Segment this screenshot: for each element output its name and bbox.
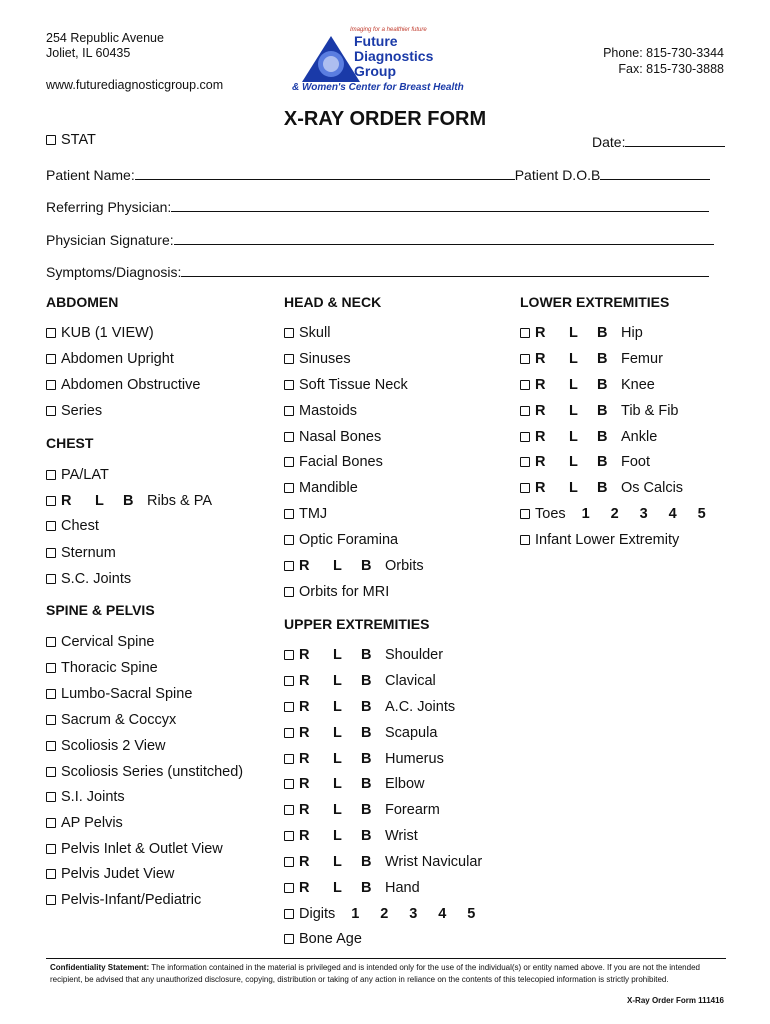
phone-number: Phone: 815-730-3344 xyxy=(603,46,724,60)
exam-label: Thoracic Spine xyxy=(61,660,158,676)
side-right[interactable]: R xyxy=(299,854,310,870)
referring-physician-input-line[interactable] xyxy=(171,198,709,212)
exam-label: Pelvis Inlet & Outlet View xyxy=(61,841,223,857)
checkbox-icon[interactable] xyxy=(520,354,530,364)
exam-label: Mandible xyxy=(299,480,358,496)
side-right[interactable]: R xyxy=(61,493,72,509)
checkbox-icon[interactable] xyxy=(46,741,56,751)
checkbox-icon[interactable] xyxy=(284,406,294,416)
exam-label: Sternum xyxy=(61,545,116,561)
exam-label: Hip xyxy=(621,325,643,341)
side-both[interactable]: B xyxy=(597,480,608,496)
checkbox-icon[interactable] xyxy=(46,895,56,905)
date-label: Date: xyxy=(592,134,626,150)
exam-option-sided[interactable] xyxy=(284,828,418,844)
exam-option-digits[interactable] xyxy=(284,906,496,922)
form-number: X-Ray Order Form 111416 xyxy=(627,996,724,1005)
side-left[interactable]: L xyxy=(333,751,342,767)
checkbox-icon[interactable] xyxy=(284,509,294,519)
side-left[interactable]: L xyxy=(569,351,578,367)
exam-option-sided[interactable] xyxy=(284,854,482,870)
checkbox-icon[interactable] xyxy=(520,535,530,545)
symptoms-input-line[interactable] xyxy=(181,263,709,277)
exam-option-sided[interactable] xyxy=(284,776,425,792)
checkbox-icon[interactable] xyxy=(284,909,294,919)
side-both[interactable]: B xyxy=(361,802,372,818)
side-right[interactable]: R xyxy=(299,647,310,663)
fax-number: Fax: 815-730-3888 xyxy=(618,62,724,76)
exam-option[interactable] xyxy=(46,571,131,587)
referring-physician-field[interactable] xyxy=(46,198,709,215)
side-left[interactable]: L xyxy=(95,493,104,509)
toe-number[interactable]: 4 xyxy=(668,506,677,522)
checkbox-icon[interactable] xyxy=(46,574,56,584)
exam-label: Ankle xyxy=(621,429,658,445)
exam-option[interactable] xyxy=(46,518,99,534)
date-field[interactable] xyxy=(592,133,725,150)
side-both[interactable]: B xyxy=(597,351,608,367)
side-both[interactable]: B xyxy=(597,429,608,445)
side-both[interactable]: B xyxy=(597,325,608,341)
checkbox-icon[interactable] xyxy=(284,857,294,867)
exam-label: Abdomen Upright xyxy=(61,351,174,367)
exam-label: PA/LAT xyxy=(61,467,109,483)
website-link[interactable]: www.futurediagnosticgroup.com xyxy=(46,78,224,92)
exam-option-sided[interactable] xyxy=(520,429,657,445)
logo-name-line1: Future xyxy=(354,33,398,49)
checkbox-icon[interactable] xyxy=(46,354,56,364)
checkbox-icon[interactable] xyxy=(284,883,294,893)
exam-option-sided[interactable] xyxy=(520,325,643,341)
exam-option[interactable] xyxy=(46,351,174,367)
exam-option[interactable] xyxy=(46,789,125,805)
checkbox-icon[interactable] xyxy=(284,483,294,493)
physician-signature-field[interactable] xyxy=(46,231,714,248)
exam-label: Sacrum & Coccyx xyxy=(61,712,177,728)
exam-label: Facial Bones xyxy=(299,454,383,470)
side-both[interactable]: B xyxy=(597,377,608,393)
checkbox-icon[interactable] xyxy=(284,354,294,364)
checkbox-icon[interactable] xyxy=(520,406,530,416)
exam-label: Hand xyxy=(385,880,420,896)
exam-option[interactable] xyxy=(46,467,109,483)
side-both[interactable]: B xyxy=(361,725,372,741)
exam-option[interactable] xyxy=(284,584,389,600)
exam-label: Forearm xyxy=(385,802,440,818)
exam-option[interactable] xyxy=(46,377,200,393)
exam-option-sided[interactable] xyxy=(520,351,663,367)
exam-option-sided[interactable] xyxy=(284,725,437,741)
checkbox-icon[interactable] xyxy=(46,521,56,531)
side-left[interactable]: L xyxy=(333,802,342,818)
side-right[interactable]: R xyxy=(535,325,546,341)
exam-option[interactable] xyxy=(284,506,327,522)
side-right[interactable]: R xyxy=(299,558,310,574)
exam-option[interactable] xyxy=(46,325,154,341)
exam-label: Soft Tissue Neck xyxy=(299,377,408,393)
checkbox-icon[interactable] xyxy=(46,818,56,828)
exam-option[interactable] xyxy=(46,866,174,882)
referring-physician-label: Referring Physician: xyxy=(46,199,172,215)
side-both[interactable]: B xyxy=(361,776,372,792)
side-left[interactable]: L xyxy=(569,325,578,341)
checkbox-icon[interactable] xyxy=(284,432,294,442)
exam-label: S.C. Joints xyxy=(61,571,132,587)
side-both[interactable]: B xyxy=(361,828,372,844)
exam-option[interactable] xyxy=(46,660,158,676)
exam-label: Clavical xyxy=(385,673,436,689)
exam-label: Bone Age xyxy=(299,931,362,947)
exam-label: Lumbo-Sacral Spine xyxy=(61,686,193,702)
exam-label: Orbits xyxy=(385,558,424,574)
side-both[interactable]: B xyxy=(361,880,372,896)
exam-label: AP Pelvis xyxy=(61,815,123,831)
exam-option[interactable] xyxy=(520,532,679,548)
exam-option[interactable] xyxy=(284,377,408,393)
toe-number[interactable]: 5 xyxy=(697,506,706,522)
exam-label: Cervical Spine xyxy=(61,634,155,650)
toe-number[interactable]: 1 xyxy=(581,506,590,522)
exam-option[interactable] xyxy=(284,429,381,445)
checkbox-icon[interactable] xyxy=(284,934,294,944)
checkbox-icon[interactable] xyxy=(284,587,294,597)
side-left[interactable]: L xyxy=(569,429,578,445)
exam-option[interactable] xyxy=(284,325,330,341)
side-right[interactable]: R xyxy=(299,751,310,767)
exam-label: Optic Foramina xyxy=(299,532,399,548)
checkbox-icon[interactable] xyxy=(46,715,56,725)
exam-option-sided[interactable] xyxy=(284,802,440,818)
checkbox-icon[interactable] xyxy=(284,702,294,712)
exam-label: Orbits for MRI xyxy=(299,584,390,600)
exam-label: Digits xyxy=(299,906,336,922)
checkbox-icon[interactable] xyxy=(284,650,294,660)
abdomen-heading: ABDOMEN xyxy=(46,294,119,310)
exam-label: Ribs & PA xyxy=(147,493,213,509)
address-line-2: Joliet, IL 60435 xyxy=(46,46,131,60)
side-left[interactable]: L xyxy=(333,776,342,792)
exam-label: Knee xyxy=(621,377,655,393)
spine-heading: SPINE & PELVIS xyxy=(46,602,155,618)
side-both[interactable]: B xyxy=(597,454,608,470)
exam-label: Os Calcis xyxy=(621,480,684,496)
side-both[interactable]: B xyxy=(361,699,372,715)
checkbox-icon[interactable] xyxy=(46,637,56,647)
date-input-line[interactable] xyxy=(625,133,725,147)
exam-label: Skull xyxy=(299,325,331,341)
symptoms-label: Symptoms/Diagnosis: xyxy=(46,264,182,280)
exam-label: Scapula xyxy=(385,725,438,741)
checkbox-icon[interactable] xyxy=(520,457,530,467)
exam-option-sided[interactable] xyxy=(284,558,424,574)
exam-label: Series xyxy=(61,403,103,419)
stat-option[interactable] xyxy=(46,132,96,148)
patient-dob-input-line[interactable] xyxy=(600,166,710,180)
side-left[interactable]: L xyxy=(333,673,342,689)
checkbox-icon[interactable] xyxy=(284,328,294,338)
exam-label: Foot xyxy=(621,454,651,470)
exam-label: Mastoids xyxy=(299,403,358,419)
exam-option[interactable] xyxy=(46,634,155,650)
form-title: X-RAY ORDER FORM xyxy=(283,108,487,130)
checkbox-icon[interactable] xyxy=(46,380,56,390)
exam-option-toes[interactable] xyxy=(520,506,710,522)
logo-subtitle: & Women's Center for Breast Health xyxy=(292,82,464,93)
logo-tagline: Imaging for a healthier future xyxy=(350,27,427,33)
exam-label: Shoulder xyxy=(385,647,444,663)
side-both[interactable]: B xyxy=(123,493,134,509)
exam-option[interactable] xyxy=(46,892,201,908)
checkbox-icon[interactable] xyxy=(520,509,530,519)
exam-label: S.I. Joints xyxy=(61,789,125,805)
checkbox-icon[interactable] xyxy=(520,328,530,338)
exam-option-sided[interactable] xyxy=(46,493,212,509)
side-left[interactable]: L xyxy=(569,403,578,419)
exam-label: Pelvis-Infant/Pediatric xyxy=(61,892,202,908)
logo-name-line3: Group xyxy=(354,63,396,79)
exam-option-sided[interactable] xyxy=(520,480,683,496)
upper-extremities-heading: UPPER EXTREMITIES xyxy=(284,616,430,632)
digit-number[interactable]: 2 xyxy=(380,906,389,922)
side-right[interactable]: R xyxy=(299,725,310,741)
side-right[interactable]: R xyxy=(535,480,546,496)
exam-label: KUB (1 VIEW) xyxy=(61,325,154,341)
checkbox-icon[interactable] xyxy=(46,869,56,879)
exam-option-sided[interactable] xyxy=(284,673,436,689)
side-right[interactable]: R xyxy=(299,802,310,818)
checkbox-icon[interactable] xyxy=(284,380,294,390)
toe-number[interactable]: 3 xyxy=(639,506,648,522)
checkbox-icon[interactable] xyxy=(46,135,56,145)
confidentiality-statement xyxy=(50,962,725,986)
exam-option[interactable] xyxy=(284,931,362,947)
checkbox-icon[interactable] xyxy=(46,689,56,699)
checkbox-icon[interactable] xyxy=(284,754,294,764)
exam-option[interactable] xyxy=(284,403,357,419)
side-right[interactable]: R xyxy=(299,673,310,689)
checkbox-icon[interactable] xyxy=(46,328,56,338)
side-left[interactable]: L xyxy=(333,880,342,896)
exam-option-sided[interactable] xyxy=(520,377,655,393)
patient-name-input-line[interactable] xyxy=(135,166,515,180)
exam-option[interactable] xyxy=(46,403,102,419)
side-both[interactable]: B xyxy=(361,647,372,663)
checkbox-icon[interactable] xyxy=(46,663,56,673)
side-right[interactable]: R xyxy=(535,377,546,393)
patient-name-field[interactable] xyxy=(46,166,710,183)
exam-option[interactable] xyxy=(46,712,176,728)
checkbox-icon[interactable] xyxy=(520,380,530,390)
checkbox-icon[interactable] xyxy=(46,406,56,416)
side-right[interactable]: R xyxy=(299,828,310,844)
side-right[interactable]: R xyxy=(535,351,546,367)
footer-divider xyxy=(46,958,726,959)
checkbox-icon[interactable] xyxy=(284,779,294,789)
checkbox-icon[interactable] xyxy=(46,548,56,558)
checkbox-icon[interactable] xyxy=(284,805,294,815)
checkbox-icon[interactable] xyxy=(46,767,56,777)
digit-number[interactable]: 3 xyxy=(409,906,418,922)
side-both[interactable]: B xyxy=(361,751,372,767)
side-left[interactable]: L xyxy=(569,377,578,393)
confidentiality-text: The information contained in the material is privileged and is intended only for the use of the individual(s) or entity named above. If you are not the intended recipient, be advised that any unauthorized disclosure, copying, distribution or taking of any action in reliance on the contents of this telecopied information is strictly prohibited. xyxy=(50,963,700,984)
exam-label: A.C. Joints xyxy=(385,699,456,715)
checkbox-icon[interactable] xyxy=(284,676,294,686)
exam-label: Toes xyxy=(535,506,566,522)
side-right[interactable]: R xyxy=(299,699,310,715)
exam-option[interactable] xyxy=(284,480,358,496)
exam-option[interactable] xyxy=(46,738,166,754)
exam-label: TMJ xyxy=(299,506,328,522)
digit-number[interactable]: 5 xyxy=(467,906,476,922)
side-left[interactable]: L xyxy=(569,454,578,470)
side-both[interactable]: B xyxy=(361,673,372,689)
exam-label: Abdomen Obstructive xyxy=(61,377,201,393)
exam-label: Pelvis Judet View xyxy=(61,866,175,882)
physician-signature-input-line[interactable] xyxy=(174,231,714,245)
checkbox-icon[interactable] xyxy=(46,470,56,480)
toe-number[interactable]: 2 xyxy=(610,506,619,522)
exam-option-sided[interactable] xyxy=(284,751,444,767)
head-neck-heading: HEAD & NECK xyxy=(284,294,382,310)
side-right[interactable]: R xyxy=(535,403,546,419)
side-left[interactable]: L xyxy=(333,854,342,870)
exam-label: Scoliosis 2 View xyxy=(61,738,166,754)
exam-label: Nasal Bones xyxy=(299,429,382,445)
checkbox-icon[interactable] xyxy=(46,496,56,506)
exam-label: Wrist xyxy=(385,828,418,844)
side-both[interactable]: B xyxy=(361,854,372,870)
checkbox-icon[interactable] xyxy=(284,561,294,571)
side-left[interactable]: L xyxy=(333,725,342,741)
side-left[interactable]: L xyxy=(569,480,578,496)
exam-label: Tib & Fib xyxy=(621,403,679,419)
exam-option-sided[interactable] xyxy=(284,880,420,896)
lower-extremities-heading: LOWER EXTREMITIES xyxy=(520,294,670,310)
address-line-1: 254 Republic Avenue xyxy=(46,31,164,45)
side-both[interactable]: B xyxy=(361,558,372,574)
company-logo xyxy=(292,22,482,94)
digit-number[interactable]: 1 xyxy=(351,906,360,922)
side-right[interactable]: R xyxy=(299,776,310,792)
exam-label: Chest xyxy=(61,518,99,534)
exam-label: Humerus xyxy=(385,751,444,767)
exam-option[interactable] xyxy=(284,454,383,470)
exam-option-sided[interactable] xyxy=(520,403,678,419)
checkbox-icon[interactable] xyxy=(520,432,530,442)
exam-option[interactable] xyxy=(46,764,243,780)
symptoms-field[interactable] xyxy=(46,263,709,280)
checkbox-icon[interactable] xyxy=(46,844,56,854)
chest-heading: CHEST xyxy=(46,435,94,451)
logo-pyramid-icon xyxy=(300,34,362,84)
side-right[interactable]: R xyxy=(535,429,546,445)
exam-option-sided[interactable] xyxy=(520,454,650,470)
exam-option-sided[interactable] xyxy=(284,647,443,663)
side-left[interactable]: L xyxy=(333,558,342,574)
side-right[interactable]: R xyxy=(299,880,310,896)
side-left[interactable]: L xyxy=(333,647,342,663)
side-left[interactable]: L xyxy=(333,828,342,844)
physician-signature-label: Physician Signature: xyxy=(46,232,174,248)
side-left[interactable]: L xyxy=(333,699,342,715)
exam-label: Elbow xyxy=(385,776,425,792)
exam-label: Wrist Navicular xyxy=(385,854,483,870)
side-both[interactable]: B xyxy=(597,403,608,419)
exam-option[interactable] xyxy=(46,686,192,702)
exam-option[interactable] xyxy=(46,815,123,831)
exam-option[interactable] xyxy=(46,545,116,561)
exam-label: Infant Lower Extremity xyxy=(535,532,680,548)
exam-option[interactable] xyxy=(284,532,398,548)
exam-label: Femur xyxy=(621,351,663,367)
stat-label: STAT xyxy=(61,132,96,148)
logo-name-line2: Diagnostics xyxy=(354,48,434,64)
exam-label: Sinuses xyxy=(299,351,351,367)
checkbox-icon[interactable] xyxy=(284,831,294,841)
checkbox-icon[interactable] xyxy=(46,792,56,802)
checkbox-icon[interactable] xyxy=(520,483,530,493)
digit-number[interactable]: 4 xyxy=(438,906,447,922)
exam-option-sided[interactable] xyxy=(284,699,455,715)
confidentiality-label: Confidentiality Statement: xyxy=(50,963,150,972)
exam-option[interactable] xyxy=(46,841,223,857)
exam-label: Scoliosis Series (unstitched) xyxy=(61,764,244,780)
patient-name-label: Patient Name: xyxy=(46,167,135,183)
side-right[interactable]: R xyxy=(535,454,546,470)
checkbox-icon[interactable] xyxy=(284,457,294,467)
exam-option[interactable] xyxy=(284,351,351,367)
checkbox-icon[interactable] xyxy=(284,728,294,738)
patient-dob-label: Patient D.O.B xyxy=(514,167,601,183)
checkbox-icon[interactable] xyxy=(284,535,294,545)
